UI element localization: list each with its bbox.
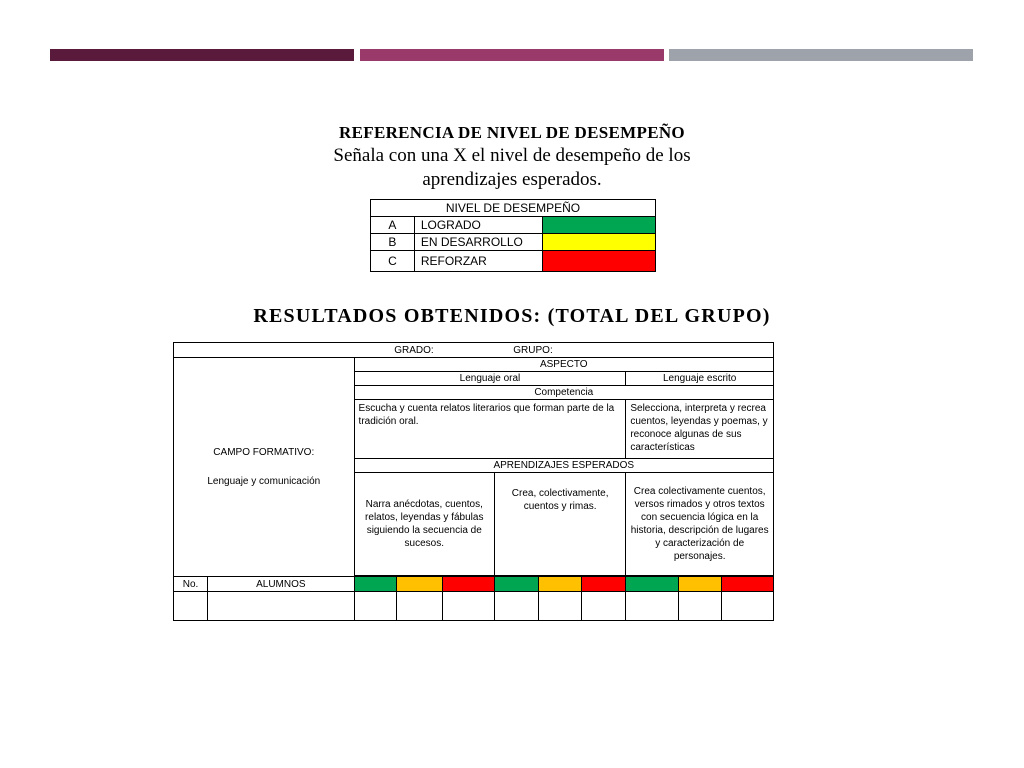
results-title: RESULTADOS OBTENIDOS: (TOTAL DEL GRUPO) bbox=[253, 305, 771, 327]
page-subtitle-line-1: Señala con una X el nivel de desempeño de los bbox=[333, 145, 691, 166]
mark-cell[interactable] bbox=[626, 592, 678, 621]
results-table bbox=[173, 342, 774, 621]
level-color-swatch bbox=[721, 577, 773, 592]
legend-header: NIVEL DE DESEMPEÑO bbox=[371, 200, 656, 217]
legend-label: LOGRADO bbox=[414, 217, 542, 234]
mark-cell[interactable] bbox=[678, 592, 721, 621]
campo-formativo-cell bbox=[174, 358, 355, 577]
legend-color-swatch bbox=[542, 234, 655, 251]
student-number-cell[interactable] bbox=[174, 592, 208, 621]
student-name-cell[interactable] bbox=[208, 592, 354, 621]
aprendizajes-header: APRENDIZAJES ESPERADOS bbox=[354, 459, 773, 473]
level-color-swatch bbox=[494, 577, 538, 592]
mark-cell[interactable] bbox=[354, 592, 396, 621]
student-row bbox=[174, 592, 774, 621]
mark-cell[interactable] bbox=[494, 592, 538, 621]
aspecto-lenguaje-escrito: Lenguaje escrito bbox=[626, 372, 774, 386]
page-title: REFERENCIA DE NIVEL DE DESEMPEÑO bbox=[339, 123, 685, 142]
campo-formativo-value: Lenguaje y comunicación bbox=[207, 476, 321, 487]
top-accent-bar-3 bbox=[669, 49, 973, 61]
level-color-swatch bbox=[626, 577, 678, 592]
legend-color-swatch bbox=[542, 251, 655, 272]
aspecto-lenguaje-oral: Lenguaje oral bbox=[354, 372, 626, 386]
legend-row bbox=[371, 217, 656, 234]
heading-block bbox=[200, 122, 824, 192]
mark-cell[interactable] bbox=[721, 592, 773, 621]
level-color-swatch bbox=[354, 577, 396, 592]
mark-cell[interactable] bbox=[442, 592, 494, 621]
legend-label: REFORZAR bbox=[414, 251, 542, 272]
competencia-header: Competencia bbox=[354, 386, 773, 400]
performance-level-legend bbox=[370, 199, 656, 272]
legend-row bbox=[371, 251, 656, 272]
aprendizaje-2: Crea, colectivamente, cuentos y rimas. bbox=[494, 473, 625, 576]
legend-letter: B bbox=[371, 234, 415, 251]
mark-cell[interactable] bbox=[582, 592, 626, 621]
mark-cell[interactable] bbox=[396, 592, 442, 621]
legend-row bbox=[371, 234, 656, 251]
level-color-swatch bbox=[442, 577, 494, 592]
legend-letter: A bbox=[371, 217, 415, 234]
grade-group-row bbox=[174, 343, 774, 358]
legend-color-swatch bbox=[542, 217, 655, 234]
level-color-swatch bbox=[582, 577, 626, 592]
competencia-oral-text: Escucha y cuenta relatos literarios que forman parte de la tradición oral. bbox=[354, 400, 626, 459]
top-accent-bar-1 bbox=[50, 49, 354, 61]
level-color-swatch bbox=[678, 577, 721, 592]
mark-cell[interactable] bbox=[539, 592, 582, 621]
level-color-swatch bbox=[539, 577, 582, 592]
legend-letter: C bbox=[371, 251, 415, 272]
grupo-label: GRUPO: bbox=[513, 344, 553, 356]
competencia-escrito-text: Selecciona, interpreta y recrea cuentos, leyendas y poemas, y reconoce algunas de sus características bbox=[626, 400, 774, 459]
campo-formativo-label: CAMPO FORMATIVO: bbox=[213, 447, 315, 458]
no-header: No. bbox=[174, 577, 208, 592]
aspecto-header: ASPECTO bbox=[354, 358, 773, 372]
grado-label: GRADO: bbox=[394, 344, 434, 356]
aprendizaje-1: Narra anécdotas, cuentos, relatos, leyendas y fábulas siguiendo la secuencia de sucesos. bbox=[354, 473, 494, 576]
aprendizaje-3: Crea colectivamente cuentos, versos rimados y otros textos con secuencia lógica en la historia, descripción de lugares y caracterización de personajes. bbox=[626, 473, 774, 576]
top-accent-bar-2 bbox=[360, 49, 664, 61]
legend-label: EN DESARROLLO bbox=[414, 234, 542, 251]
level-color-swatch bbox=[396, 577, 442, 592]
alumnos-header: ALUMNOS bbox=[208, 577, 354, 592]
page-subtitle-line-2: aprendizajes esperados. bbox=[422, 169, 602, 190]
